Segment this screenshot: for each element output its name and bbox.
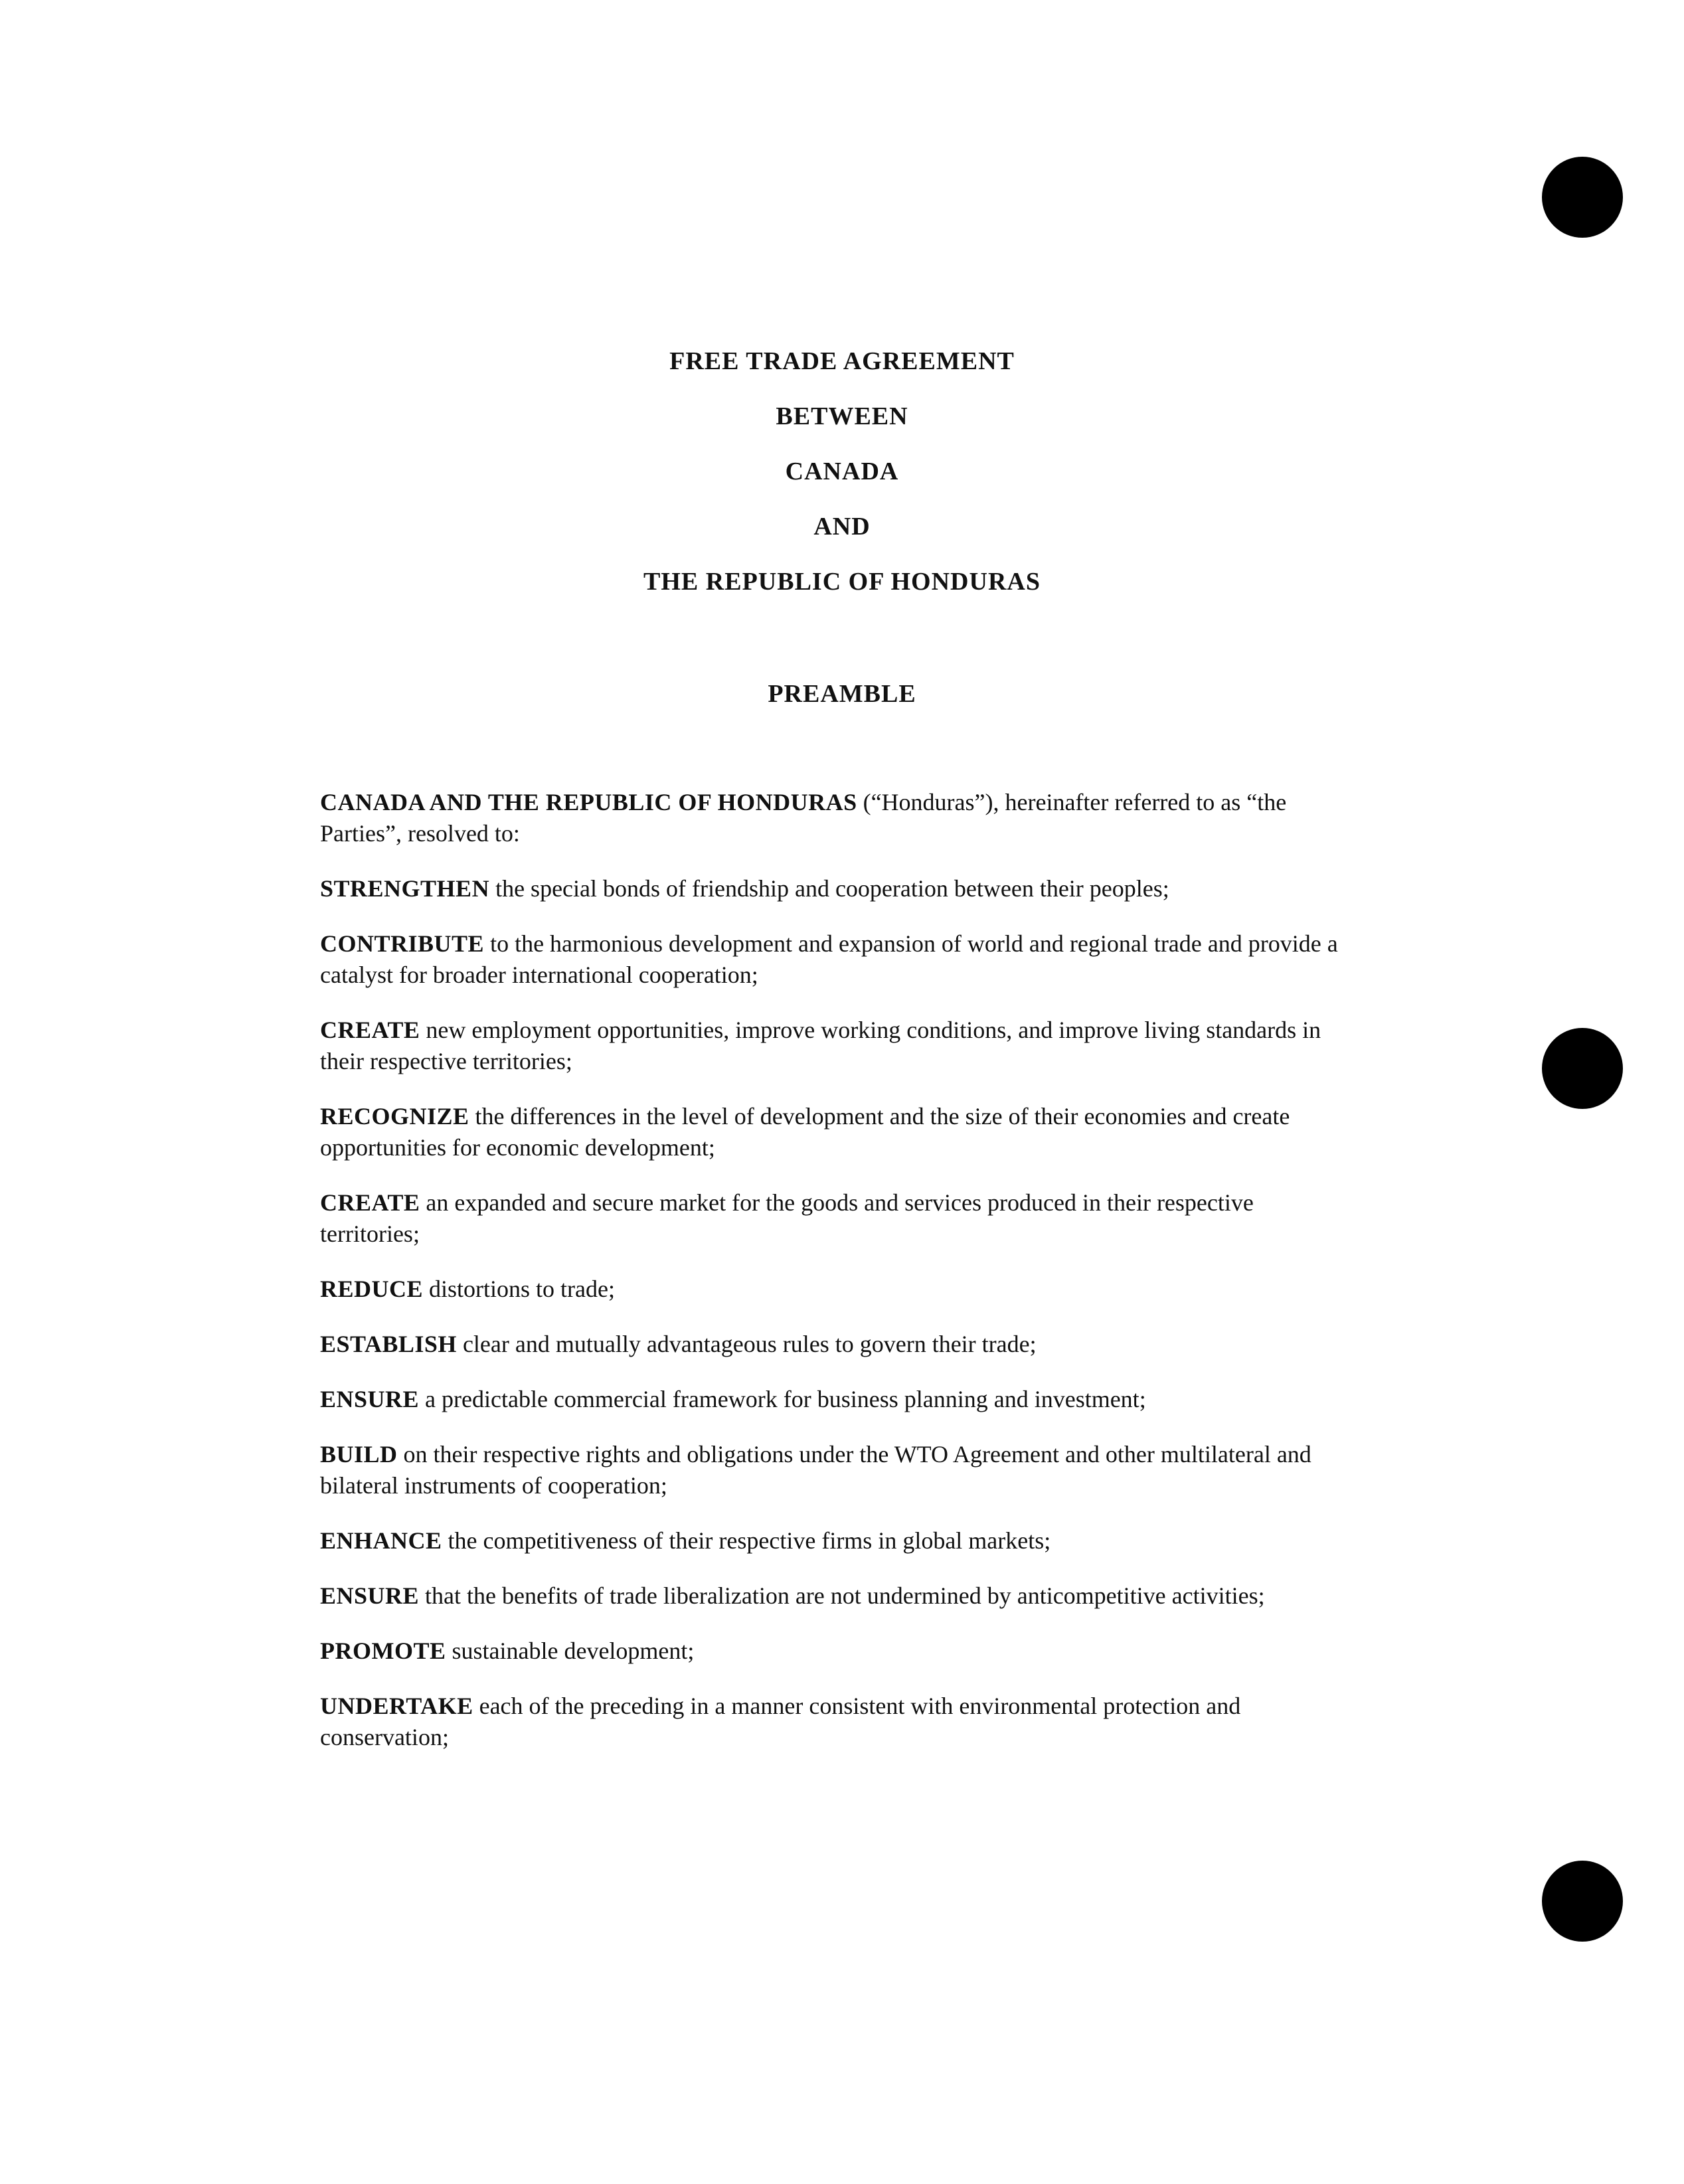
paragraph-text: the special bonds of friendship and cooperation between their peoples; <box>489 875 1169 902</box>
paragraph-text: a predictable commercial framework for business planning and investment; <box>419 1386 1146 1412</box>
paragraph-text: distortions to trade; <box>423 1276 615 1302</box>
paragraph-keyword: CREATE <box>320 1189 420 1216</box>
paragraph-text: on their respective rights and obligations under the WTO Agreement and other multilateral and bilateral instruments of cooperation; <box>320 1441 1311 1499</box>
paragraph-text: the competitiveness of their respective firms in global markets; <box>442 1527 1051 1554</box>
preamble-paragraph <box>320 1187 1356 1250</box>
paragraph-text: new employment opportunities, improve working conditions, and improve living standards in their respective territories; <box>320 1017 1321 1074</box>
preamble-body <box>320 787 1356 1777</box>
paragraph-keyword: PROMOTE <box>320 1638 446 1664</box>
paragraph-text: that the benefits of trade liberalization are not undermined by anticompetitive activities; <box>419 1582 1265 1609</box>
preamble-paragraph <box>320 1015 1356 1077</box>
paragraph-text: (“Honduras”), hereinafter referred to as “the Parties”, resolved to: <box>320 789 1287 847</box>
preamble-paragraph <box>320 1439 1356 1501</box>
punch-hole-bottom <box>1542 1861 1623 1942</box>
preamble-paragraph <box>320 1580 1356 1612</box>
paragraph-keyword: BUILD <box>320 1441 398 1468</box>
paragraph-keyword: REDUCE <box>320 1276 424 1302</box>
preamble-paragraph <box>320 1274 1356 1305</box>
paragraph-keyword: RECOGNIZE <box>320 1103 469 1130</box>
title-line: CANADA <box>785 458 899 485</box>
preamble-paragraph <box>320 787 1356 849</box>
preamble-paragraph <box>320 1329 1356 1360</box>
preamble-paragraph <box>320 928 1356 991</box>
paragraph-keyword: CREATE <box>320 1017 420 1043</box>
paragraph-text: each of the preceding in a manner consistent with environmental protection and conservation; <box>320 1693 1241 1750</box>
paragraph-text: sustainable development; <box>446 1638 695 1664</box>
paragraph-keyword: ENHANCE <box>320 1527 442 1554</box>
paragraph-text: clear and mutually advantageous rules to govern their trade; <box>456 1331 1037 1357</box>
preamble-paragraph <box>320 1101 1356 1163</box>
paragraph-keyword: CANADA AND THE REPUBLIC OF HONDURAS <box>320 789 857 815</box>
paragraph-text: to the harmonious development and expansion of world and regional trade and provide a catalyst for broader international cooperation; <box>320 930 1338 988</box>
punch-hole-top <box>1542 157 1623 238</box>
preamble-heading: PREAMBLE <box>768 680 916 708</box>
paragraph-keyword: STRENGTHEN <box>320 875 490 902</box>
paragraph-text: the differences in the level of development and the size of their economies and create opportunities for economic development; <box>320 1103 1290 1161</box>
preamble-paragraph <box>320 873 1356 904</box>
preamble-paragraph <box>320 1384 1356 1415</box>
title-line: FREE TRADE AGREEMENT <box>669 347 1015 375</box>
preamble-paragraph <box>320 1636 1356 1667</box>
title-line: AND <box>813 513 871 541</box>
paragraph-keyword: ESTABLISH <box>320 1331 457 1357</box>
paragraph-keyword: ENSURE <box>320 1582 420 1609</box>
document-title <box>0 345 1684 621</box>
preamble-paragraph <box>320 1691 1356 1753</box>
punch-hole-middle <box>1542 1028 1623 1109</box>
preamble-paragraph <box>320 1525 1356 1556</box>
title-line: THE REPUBLIC OF HONDURAS <box>643 568 1041 596</box>
title-line: BETWEEN <box>776 402 908 430</box>
paragraph-keyword: ENSURE <box>320 1386 420 1412</box>
paragraph-keyword: CONTRIBUTE <box>320 930 485 957</box>
paragraph-keyword: UNDERTAKE <box>320 1693 473 1719</box>
paragraph-text: an expanded and secure market for the goods and services produced in their respective territories; <box>320 1189 1254 1247</box>
